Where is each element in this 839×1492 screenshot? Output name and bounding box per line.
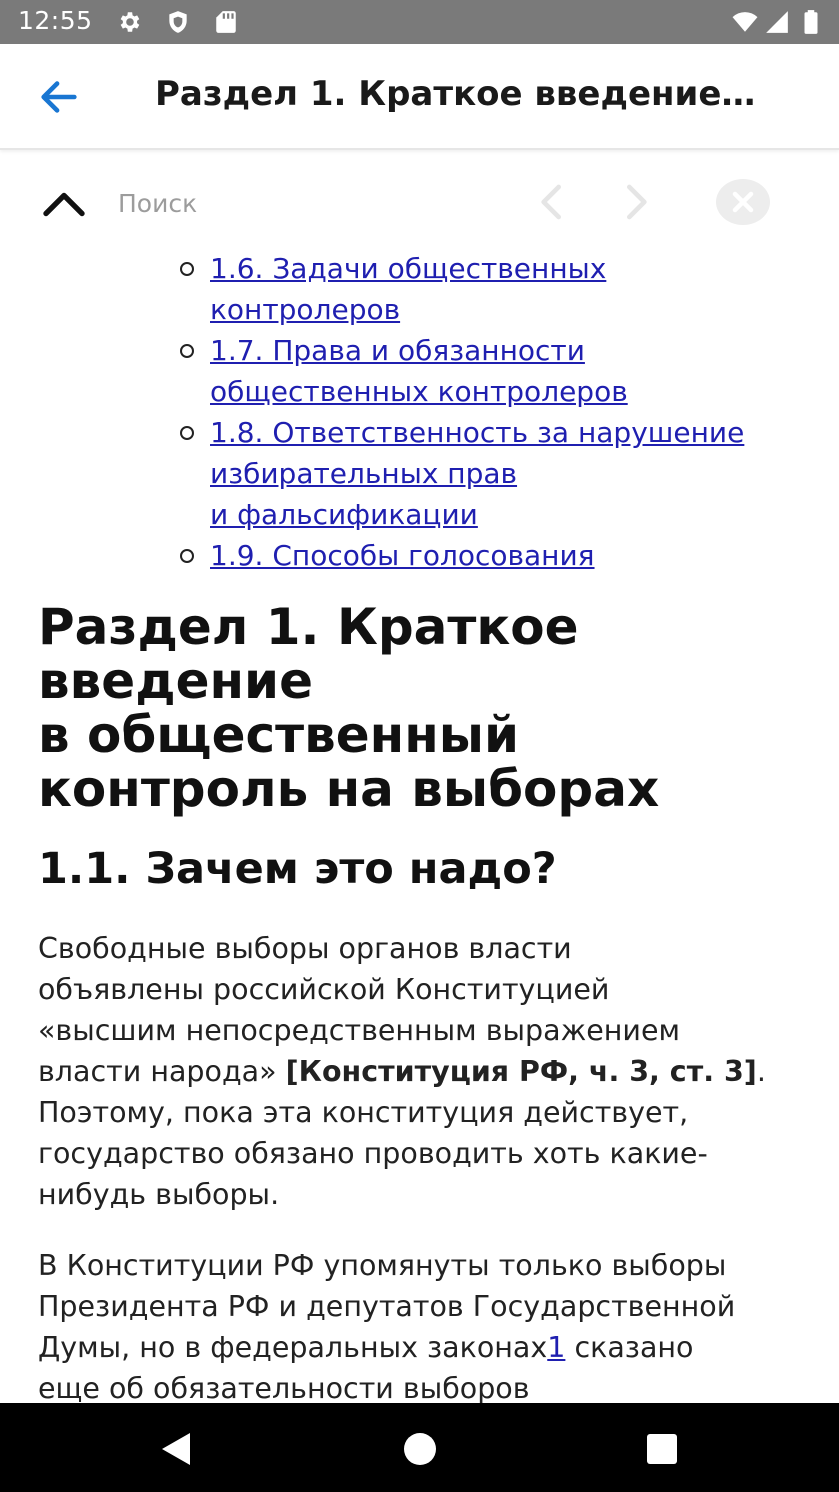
- battery-icon: [800, 9, 822, 35]
- status-bar: [0, 0, 839, 44]
- chevron-right-icon[interactable]: [616, 182, 656, 222]
- arrow-left-icon[interactable]: [36, 74, 82, 120]
- bullet-circle-icon: [180, 426, 194, 440]
- subsection-heading: 1.1. Зачем это надо?: [38, 844, 557, 894]
- bullet-circle-icon: [180, 344, 194, 358]
- status-time: 12:55: [18, 6, 93, 35]
- toc-link-1-6[interactable]: 1.6. Задачи общественных контролеров: [210, 252, 607, 326]
- wifi-icon: [730, 9, 760, 35]
- paragraph-2: В Конституции РФ упомянуты только выборы Президента РФ и депутатов Государственной Думы, но в федеральных законах1 сказано еще об обязательности выборов: [38, 1249, 736, 1403]
- toc-item: [180, 330, 800, 412]
- toc-link-1-7[interactable]: 1.7. Права и обязанности общественных контролеров: [210, 334, 628, 408]
- signal-icon: [764, 9, 790, 35]
- back-triangle-icon[interactable]: [156, 1429, 196, 1469]
- shield-icon: [165, 9, 191, 35]
- page-title: Раздел 1. Краткое введение…: [155, 74, 756, 114]
- app-bar: [0, 44, 839, 150]
- toc-item: [180, 535, 800, 576]
- recents-square-icon[interactable]: [642, 1429, 682, 1469]
- find-in-page-bar: [0, 170, 839, 234]
- bullet-circle-icon: [180, 549, 194, 563]
- home-circle-icon[interactable]: [400, 1429, 440, 1469]
- toc-item: [180, 412, 800, 535]
- system-nav-bar: [0, 1403, 839, 1492]
- table-of-contents: [180, 248, 800, 576]
- section-heading: Раздел 1. Краткое введение в общественный контроль на выборах: [38, 598, 660, 818]
- constitution-citation: [Конституция РФ, ч. 3, ст. 3]: [285, 1055, 757, 1088]
- close-circle-icon[interactable]: [716, 178, 770, 226]
- toc-item: [180, 248, 800, 330]
- footnote-link[interactable]: 1: [547, 1331, 566, 1364]
- gear-icon: [116, 9, 142, 35]
- sd-card-icon: [213, 9, 239, 35]
- document-content: [0, 248, 839, 1403]
- toc-link-1-8[interactable]: 1.8. Ответственность за нарушение избирательных прав и фальсификации: [210, 416, 745, 531]
- paragraph-1: Свободные выборы органов власти объявлены российской Конституцией «высшим непосредственным выражением власти народа» [Конституция РФ, ч. 3, ст. 3]. Поэтому, пока эта конституция действует, государство обязано проводить хоть какие- нибудь выборы.: [38, 932, 766, 1211]
- chevron-left-icon[interactable]: [532, 182, 572, 222]
- search-input[interactable]: [116, 180, 500, 226]
- chevron-up-icon[interactable]: [40, 186, 88, 220]
- toc-link-1-9[interactable]: 1.9. Способы голосования: [210, 539, 595, 572]
- bullet-circle-icon: [180, 262, 194, 276]
